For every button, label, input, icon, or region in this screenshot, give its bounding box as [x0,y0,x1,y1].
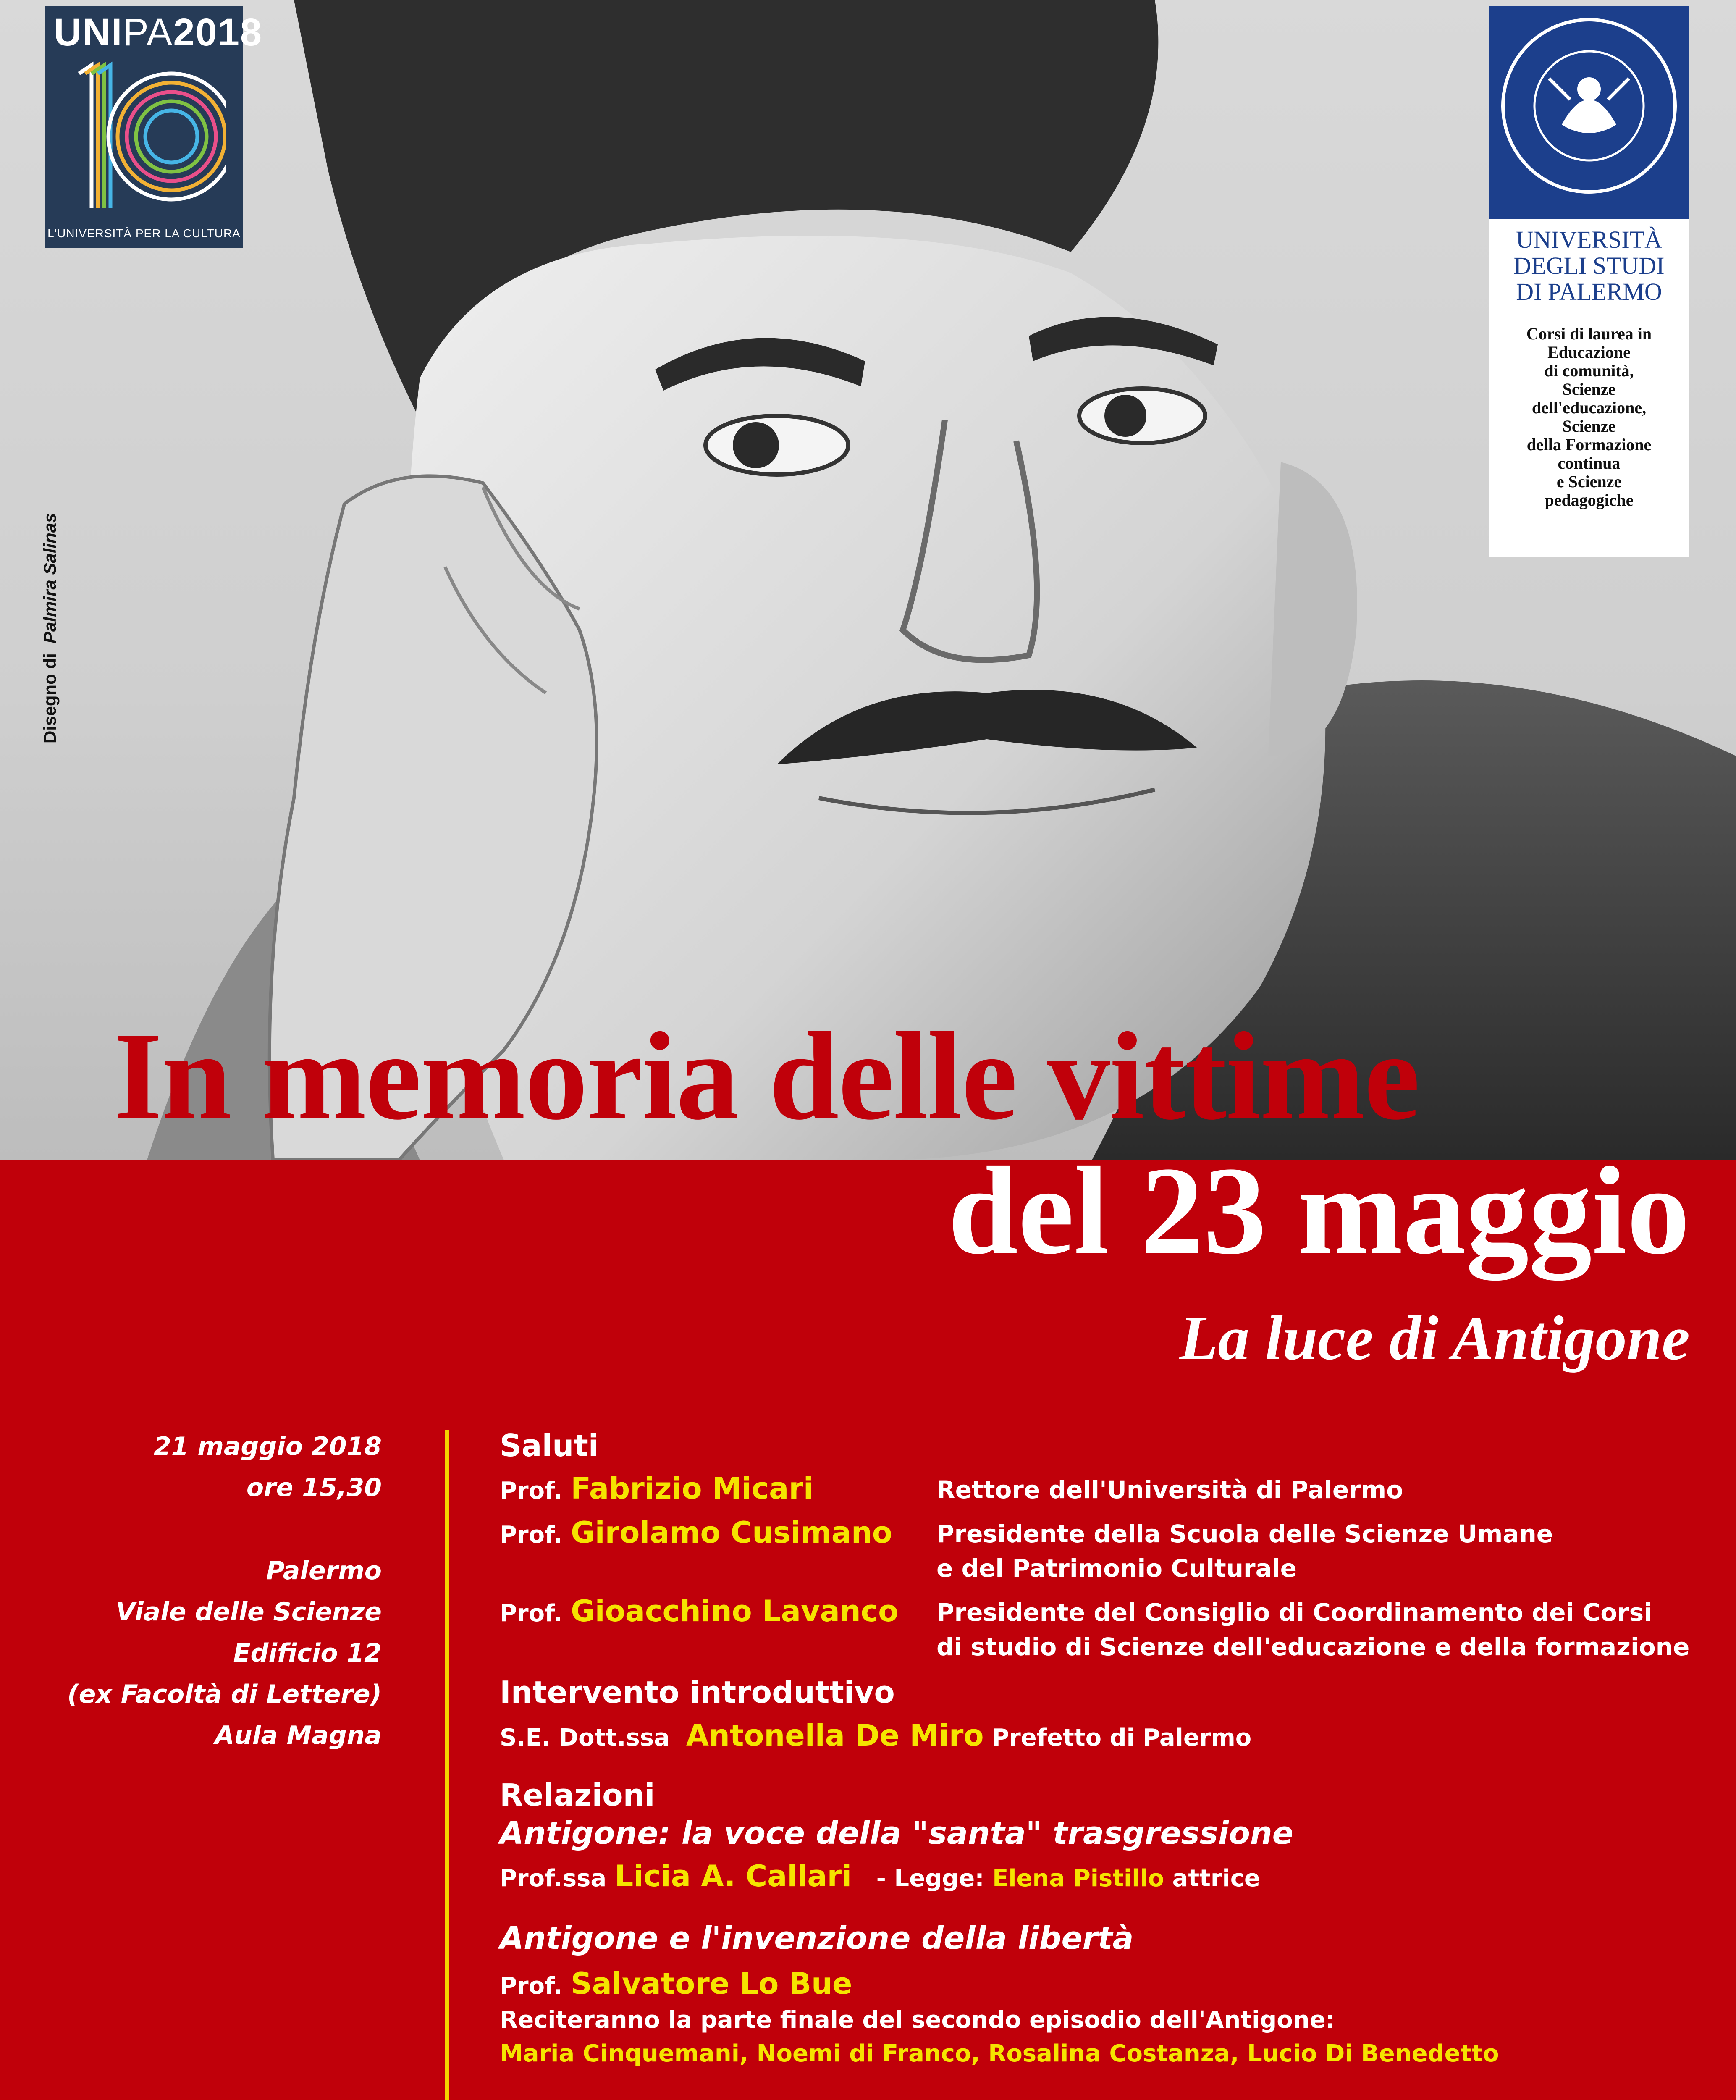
intro-name: Antonella De Miro [686,1718,984,1753]
event-building: Edificio 12 [233,1638,382,1668]
speaker-role-cont: di studio di Scienze dell'educazione e della formazione [936,1633,1690,1661]
talk1-honorific: Prof.ssa [500,1865,607,1892]
seal-block [1489,6,1689,219]
speaker-honorific: Prof. [500,1521,563,1549]
speaker-row [500,1466,1718,1510]
course-line: Corsi di laurea in [1526,324,1652,343]
speaker-row [500,1510,1718,1554]
university-seal-icon [1499,16,1679,196]
university-name [1489,227,1689,305]
talk2-honorific: Prof. [500,1972,563,2000]
course-line: continua [1558,454,1621,472]
degree-courses [1489,325,1689,509]
ten-years-icon [62,57,226,220]
reader-name: Elena Pistillo [992,1865,1164,1892]
title-line-2: del 23 maggio [948,1141,1690,1280]
unipa-tagline: L'UNIVERSITÀ PER LA CULTURA [47,227,241,240]
talk1-speaker-line [500,1857,1718,1920]
speaker-name: Fabrizio Micari [571,1471,813,1506]
speaker-role-cont: e del Patrimonio Culturale [936,1554,1297,1583]
reader-prefix: - Legge: [876,1865,984,1892]
unipa-year: 2018 [173,11,263,54]
course-line: pedagogiche [1545,491,1634,509]
talk2-performers: Maria Cinquemani, Noemi di Franco, Rosalina Costanza, Lucio Di Benedetto [500,2040,1499,2067]
section-relazioni: Relazioni [500,1777,655,1813]
credit-artist: Palmira Salinas [40,513,60,643]
talk2-speaker-line [500,1966,1718,2006]
course-line: di comunità, [1544,361,1634,380]
speaker-honorific: Prof. [500,1477,563,1504]
section-intro: Intervento introduttivo [500,1675,895,1710]
university-name-line: DI PALERMO [1516,278,1662,305]
speaker-name: Girolamo Cusimano [571,1515,892,1550]
event-street: Viale delle Scienze [115,1597,382,1627]
unipa-wordmark [54,10,262,55]
speaker-role: Presidente del Consiglio di Coordinamento dei Corsi [936,1598,1652,1627]
section-saluti: Saluti [500,1428,599,1463]
unipa-2018-logo [45,6,263,248]
course-line: dell'educazione, [1531,398,1647,417]
speaker-name: Gioacchino Lavanco [571,1594,899,1628]
course-line: della Formazione [1526,435,1652,454]
intro-honorific: S.E. Dott.ssa [500,1724,670,1751]
intro-line [500,1714,1718,1777]
intro-role: Prefetto di Palermo [992,1724,1252,1751]
university-name-line: UNIVERSITÀ [1516,226,1662,253]
event-former-name: (ex Facoltà di Lettere) [67,1680,382,1709]
event-room: Aula Magna [215,1721,382,1750]
title-line-1: In memoria delle vittime [113,1006,1419,1146]
talk1-name: Licia A. Callari [614,1859,852,1893]
talk2-note: Reciteranno la parte finale del secondo episodio dell'Antigone: [500,2006,1335,2034]
talk2-title: Antigone e l'invenzione della libertà [500,1920,1134,1956]
unipa-brand-b: PA [123,11,173,54]
course-line: Scienze [1562,380,1616,399]
drawing-credit [40,513,60,743]
course-line: Scienze [1562,417,1616,436]
event-details [67,1426,382,1756]
course-line: Educazione [1547,343,1631,362]
speaker-row [500,1588,1718,1633]
event-city: Palermo [266,1556,382,1586]
program [500,1428,1718,2100]
talk2-name: Salvatore Lo Bue [571,1966,852,2001]
university-box [1489,6,1689,556]
speaker-honorific: Prof. [500,1600,563,1627]
university-name-line: DEGLI STUDI [1513,252,1665,279]
talk1-title: Antigone: la voce della "santa" trasgressione [500,1815,1293,1851]
vertical-divider [445,1430,449,2100]
course-line: e Scienze [1556,472,1622,491]
event-time: ore 15,30 [246,1473,382,1502]
speaker-role: Presidente della Scuola delle Scienze Umane [936,1520,1553,1548]
speaker-role: Rettore dell'Università di Palermo [936,1475,1403,1504]
credit-prefix: Disegno di [40,653,60,743]
unipa-brand-a: UNI [54,11,123,54]
event-date: 21 maggio 2018 [154,1432,382,1461]
reader-role: attrice [1172,1865,1260,1892]
subtitle: La luce di Antigone [1179,1303,1690,1373]
